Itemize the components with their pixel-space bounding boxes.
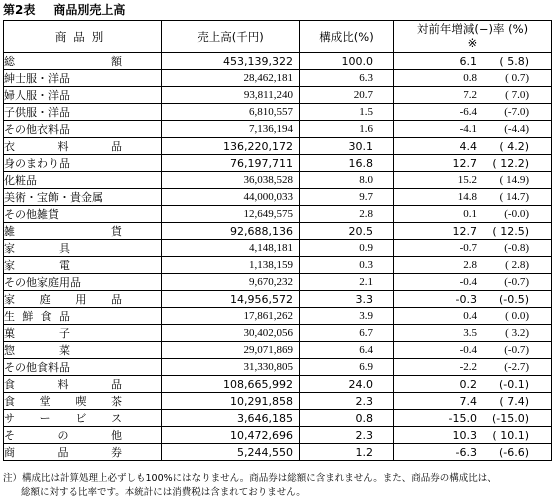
category-label [4, 376, 162, 393]
category-label-text: その他雑貨 [4, 207, 59, 221]
yoy-cell [394, 308, 552, 325]
category-label [4, 104, 162, 121]
yoy-adjusted-value: ( 4.2) [499, 139, 529, 153]
table-body [4, 53, 552, 461]
category-label-text: その他家庭用品 [4, 275, 81, 289]
header-sales: 売上高(千円) [162, 21, 300, 53]
category-label-text: 家 具 [4, 241, 70, 255]
category-total-row [4, 155, 552, 172]
subcategory-row [4, 359, 552, 376]
yoy-value: -15.0 [448, 411, 477, 425]
sales-value: 108,665,992 [162, 376, 300, 393]
category-total-row [4, 410, 552, 427]
yoy-cell [394, 104, 552, 121]
yoy-cell [394, 444, 552, 461]
ratio-value: 6.7 [300, 325, 394, 342]
sales-by-product-table [3, 20, 552, 461]
ratio-value: 0.9 [300, 240, 394, 257]
ratio-value: 1.2 [300, 444, 394, 461]
category-label [4, 359, 162, 376]
subcategory-row [4, 104, 552, 121]
sales-value: 3,646,185 [162, 410, 300, 427]
sales-value: 36,038,528 [162, 172, 300, 189]
yoy-adjusted-value: (-0.1) [498, 377, 529, 391]
footnotes [3, 472, 551, 500]
category-label-text: 身のまわり品 [4, 156, 70, 170]
yoy-cell [394, 70, 552, 87]
yoy-value: -6.4 [459, 105, 477, 118]
yoy-value: -0.4 [459, 343, 477, 356]
category-label-text: 商 品 券 [4, 445, 122, 459]
category-label [4, 70, 162, 87]
sales-value: 9,670,232 [162, 274, 300, 291]
header-ratio: 構成比(%) [300, 21, 394, 53]
sales-value: 4,148,181 [162, 240, 300, 257]
yoy-value: 4.4 [459, 139, 477, 153]
category-label [4, 206, 162, 223]
category-label [4, 87, 162, 104]
category-total-row [4, 393, 552, 410]
yoy-cell [394, 172, 552, 189]
category-label-text: 美術・宝飾・貴金属 [4, 190, 103, 204]
yoy-adjusted-value: ( 0.0) [505, 309, 529, 322]
yoy-cell [394, 325, 552, 342]
subcategory-row [4, 342, 552, 359]
yoy-value: -6.3 [455, 445, 477, 459]
category-label-text: 雑 貨 [4, 224, 122, 238]
category-label-text: 惣 菜 [4, 343, 70, 357]
subcategory-row [4, 70, 552, 87]
yoy-adjusted-value: (-0.7) [504, 275, 529, 288]
sales-value: 136,220,172 [162, 138, 300, 155]
sales-value: 29,071,869 [162, 342, 300, 359]
yoy-cell [394, 274, 552, 291]
category-label [4, 155, 162, 172]
yoy-adjusted-value: ( 14.9) [499, 173, 529, 186]
table-caption [3, 2, 125, 18]
sales-value: 6,810,557 [162, 104, 300, 121]
sales-value: 30,402,056 [162, 325, 300, 342]
ratio-value: 9.7 [300, 189, 394, 206]
sales-value: 28,462,181 [162, 70, 300, 87]
yoy-value: 14.8 [457, 190, 477, 203]
subcategory-row [4, 172, 552, 189]
yoy-cell [394, 410, 552, 427]
yoy-value: -2.2 [459, 360, 477, 373]
category-total-row [4, 427, 552, 444]
ratio-value: 6.9 [300, 359, 394, 376]
ratio-value: 1.6 [300, 121, 394, 138]
yoy-cell [394, 393, 552, 410]
sales-value: 92,688,136 [162, 223, 300, 240]
category-total-row [4, 53, 552, 70]
category-label-text: 子供服・洋品 [4, 105, 70, 119]
yoy-value: 2.8 [463, 258, 477, 271]
category-label-text: 婦人服・洋品 [4, 88, 70, 102]
footnote-line-2: 総額に対する比率です。本統計には消費税は含まれておりません。 [21, 487, 306, 498]
yoy-value: -0.4 [459, 275, 477, 288]
category-label-text: 化粧品 [4, 173, 37, 187]
ratio-value: 0.3 [300, 257, 394, 274]
footnote-line-1: 注）構成比は計算処理上必ずしも100%にはなりません。商品券は総額に含まれません。また、商品券の構成比は、 [3, 473, 497, 484]
subcategory-row [4, 308, 552, 325]
category-label-text: その他衣料品 [4, 122, 70, 136]
yoy-adjusted-value: ( 7.4) [499, 394, 529, 408]
yoy-adjusted-value: (-0.7) [504, 343, 529, 356]
category-label-text: 菓 子 [4, 326, 70, 340]
category-label [4, 325, 162, 342]
yoy-value: 12.7 [452, 156, 477, 170]
yoy-adjusted-value: (-7.0) [504, 105, 529, 118]
yoy-adjusted-value: ( 12.5) [492, 224, 529, 238]
header-yoy [394, 21, 552, 53]
yoy-value: 15.2 [457, 173, 477, 186]
category-label-text: サ ー ビ ス [4, 411, 122, 425]
category-total-row [4, 223, 552, 240]
header-row [4, 21, 552, 53]
yoy-cell [394, 138, 552, 155]
ratio-value: 2.1 [300, 274, 394, 291]
yoy-value: -0.3 [455, 292, 477, 306]
yoy-cell [394, 223, 552, 240]
sales-value: 453,139,322 [162, 53, 300, 70]
ratio-value: 0.8 [300, 410, 394, 427]
yoy-cell [394, 189, 552, 206]
yoy-cell [394, 53, 552, 70]
sales-value: 76,197,711 [162, 155, 300, 172]
ratio-value: 3.3 [300, 291, 394, 308]
category-label [4, 427, 162, 444]
sales-value: 5,244,550 [162, 444, 300, 461]
category-label-text: 総 額 [4, 54, 122, 68]
subcategory-row [4, 274, 552, 291]
ratio-value: 2.8 [300, 206, 394, 223]
category-label [4, 410, 162, 427]
yoy-value: 0.2 [459, 377, 477, 391]
category-label [4, 257, 162, 274]
yoy-value: 12.7 [452, 224, 477, 238]
ratio-value: 20.5 [300, 223, 394, 240]
yoy-value: -0.7 [459, 241, 477, 254]
yoy-cell [394, 342, 552, 359]
yoy-cell [394, 376, 552, 393]
category-label [4, 291, 162, 308]
yoy-cell [394, 121, 552, 138]
yoy-adjusted-value: ( 14.7) [499, 190, 529, 203]
yoy-value: 7.2 [463, 88, 477, 101]
yoy-value: 7.4 [459, 394, 477, 408]
yoy-adjusted-value: ( 12.2) [492, 156, 529, 170]
ratio-value: 30.1 [300, 138, 394, 155]
subcategory-row [4, 325, 552, 342]
yoy-value: 0.4 [463, 309, 477, 322]
category-label-text: 食 堂 喫 茶 [4, 394, 122, 408]
yoy-value: 3.5 [463, 326, 477, 339]
subcategory-row [4, 189, 552, 206]
yoy-adjusted-value: ( 3.2) [505, 326, 529, 339]
yoy-cell [394, 155, 552, 172]
yoy-adjusted-value: ( 7.0) [505, 88, 529, 101]
yoy-adjusted-value: (-0.0) [504, 207, 529, 220]
yoy-adjusted-value: ( 5.8) [499, 54, 529, 68]
sales-value: 31,330,805 [162, 359, 300, 376]
yoy-cell [394, 206, 552, 223]
sales-value: 93,811,240 [162, 87, 300, 104]
sales-value: 10,472,696 [162, 427, 300, 444]
yoy-adjusted-value: ( 2.8) [505, 258, 529, 271]
category-label-text: 家 庭 用 品 [4, 292, 122, 306]
header-yoy-mark: ※ [467, 36, 478, 50]
yoy-value: -4.1 [459, 122, 477, 135]
yoy-value: 0.1 [463, 207, 477, 220]
category-label [4, 274, 162, 291]
ratio-value: 1.5 [300, 104, 394, 121]
yoy-adjusted-value: ( 10.1) [492, 428, 529, 442]
category-label [4, 393, 162, 410]
ratio-value: 8.0 [300, 172, 394, 189]
ratio-value: 100.0 [300, 53, 394, 70]
subcategory-row [4, 240, 552, 257]
category-label [4, 189, 162, 206]
yoy-cell [394, 291, 552, 308]
sales-value: 17,861,262 [162, 308, 300, 325]
category-label [4, 240, 162, 257]
ratio-value: 2.3 [300, 427, 394, 444]
category-label-text: その他食料品 [4, 360, 70, 374]
category-label [4, 444, 162, 461]
ratio-value: 6.3 [300, 70, 394, 87]
yoy-value: 0.8 [463, 71, 477, 84]
category-label [4, 172, 162, 189]
category-total-row [4, 138, 552, 155]
yoy-cell [394, 257, 552, 274]
sales-value: 44,000,033 [162, 189, 300, 206]
ratio-value: 20.7 [300, 87, 394, 104]
category-label [4, 342, 162, 359]
ratio-value: 6.4 [300, 342, 394, 359]
header-category: 商品別 [4, 21, 162, 53]
yoy-adjusted-value: (-0.5) [498, 292, 529, 306]
sales-value: 7,136,194 [162, 121, 300, 138]
ratio-value: 16.8 [300, 155, 394, 172]
sales-value: 10,291,858 [162, 393, 300, 410]
category-label [4, 223, 162, 240]
ratio-value: 3.9 [300, 308, 394, 325]
yoy-value: 6.1 [459, 54, 477, 68]
category-label-text: 家 電 [4, 258, 70, 272]
table-title: 商品別売上高 [53, 3, 126, 17]
table-number: 第2表 [3, 3, 36, 17]
category-total-row [4, 376, 552, 393]
yoy-cell [394, 359, 552, 376]
subcategory-row [4, 121, 552, 138]
ratio-value: 2.3 [300, 393, 394, 410]
category-label-text: 生 鮮 食 品 [4, 309, 70, 323]
category-label-text: 食 料 品 [4, 377, 122, 391]
category-total-row [4, 291, 552, 308]
yoy-adjusted-value: (-0.8) [504, 241, 529, 254]
yoy-adjusted-value: ( 0.7) [505, 71, 529, 84]
subcategory-row [4, 257, 552, 274]
category-label [4, 308, 162, 325]
category-label-text: 紳士服・洋品 [4, 71, 70, 85]
yoy-value: 10.3 [452, 428, 477, 442]
sales-value: 12,649,575 [162, 206, 300, 223]
sales-value: 1,138,159 [162, 257, 300, 274]
subcategory-row [4, 87, 552, 104]
yoy-cell [394, 427, 552, 444]
yoy-adjusted-value: (-2.7) [504, 360, 529, 373]
yoy-adjusted-value: (-4.4) [504, 122, 529, 135]
category-label [4, 121, 162, 138]
category-total-row [4, 444, 552, 461]
category-label-text: そ の 他 [4, 428, 122, 442]
yoy-cell [394, 240, 552, 257]
subcategory-row [4, 206, 552, 223]
category-label [4, 138, 162, 155]
yoy-adjusted-value: (-6.6) [498, 445, 529, 459]
category-label [4, 53, 162, 70]
yoy-cell [394, 87, 552, 104]
category-label-text: 衣 料 品 [4, 139, 122, 153]
sales-value: 14,956,572 [162, 291, 300, 308]
ratio-value: 24.0 [300, 376, 394, 393]
header-yoy-label: 対前年増減(−)率 (%) [416, 22, 529, 36]
yoy-adjusted-value: (-15.0) [491, 411, 529, 425]
